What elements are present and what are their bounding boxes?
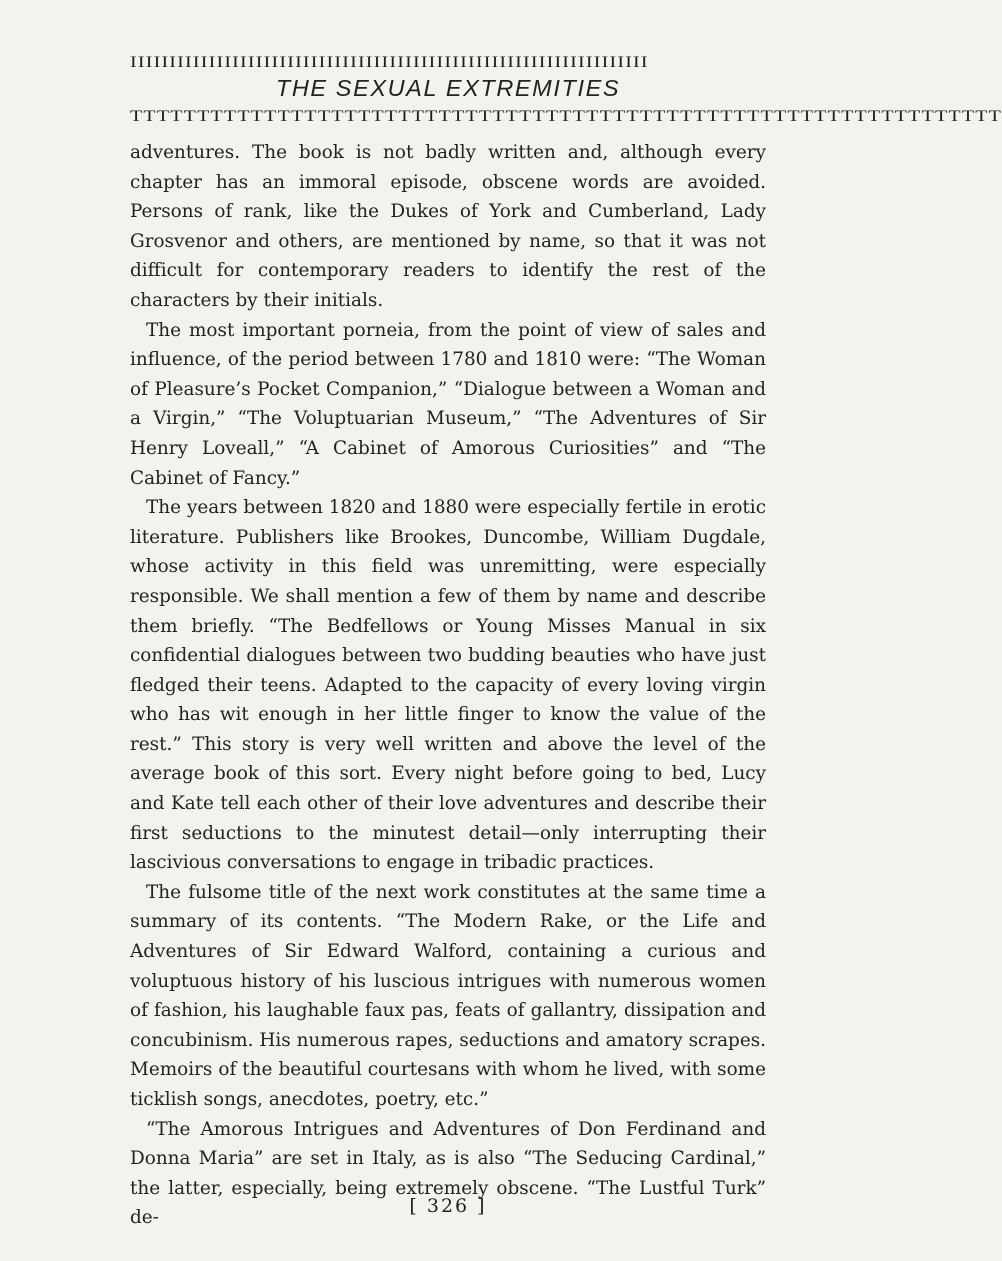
paragraph: adventures. The book is not badly written and, although every chapter has an immoral episode, obscene words are avoided. Persons of rank, like the Dukes of York and Cumberland, Lady Grosvenor and others, are mentioned by name, so that it was not difficult for contemporary readers to identify the rest of the characters by their initials. — [130, 142, 766, 311]
bottom-ornament-rule: TTTTTTTTTTTTTTTTTTTTTTTTTTTTTTTTTTTTTTTTTTTTTTTTTTTTTTTTTTTTTTTTT — [130, 107, 1002, 125]
running-head-title: THE SEXUAL EXTREMITIES — [275, 75, 621, 101]
paragraph: The years between 1820 and 1880 were especially fertile in erotic literature. Publishers like Brookes, Duncombe, William Dugdale, whose activity in this field was unremitting, were especially responsible. We shall mention a few of them by name and describe them briefly. “The Bedfellows or Young Misses Manual in six confidential dialogues between two budding beauties who have just fledged their teens. Adapted to the capacity of every loving virgin who has wit enough in her little finger to know the value of the rest.” This story is very well written and above the level of the average book of this sort. Every night before going to bed, Lucy and Kate tell each other of their love adventures and describe their first seductions to the minutest detail—only interrupting their lascivious conversations to engage in tribadic practices. — [130, 497, 766, 874]
body-text — [130, 138, 766, 1233]
page-number: [ 326 ] — [409, 1195, 487, 1217]
top-ornament-rule: IIIIIIIIIIIIIIIIIIIIIIIIIIIIIIIIIIIIIIIIIIIIIIIIIIIIIIIIIIIIIIIIII — [130, 53, 649, 71]
paragraph: “The Amorous Intrigues and Adventures of Don Ferdinand and Donna Maria” are set in Italy, as is also “The Seducing Cardinal,” the latter, especially, being extremely obscene. “The Lustful Turk” de- — [130, 1118, 766, 1229]
paragraph: The most important porneia, from the point of view of sales and influence, of the period between 1780 and 1810 were: “The Woman of Pleasure’s Pocket Companion,” “Dialogue between a Woman and a Virgin,” “The Voluptuarian Museum,” “The Adventures of Sir Henry Loveall,” “A Cabinet of Amorous Curiosities” and “The Cabinet of Fancy.” — [130, 319, 766, 489]
book-page — [130, 52, 1002, 1233]
paragraph: The fulsome title of the next work constitutes at the same time a summary of its contents. “The Modern Rake, or the Life and Adventures of Sir Edward Walford, containing a curious and voluptuous history of his luscious intrigues with numerous women of fashion, his laughable faux pas, feats of gallantry, dissipation and concubinism. His numerous rapes, seductions and amatory scrapes. Memoirs of the beautiful courtesans with whom he lived, with some ticklish songs, anecdotes, poetry, etc.” — [130, 881, 766, 1110]
